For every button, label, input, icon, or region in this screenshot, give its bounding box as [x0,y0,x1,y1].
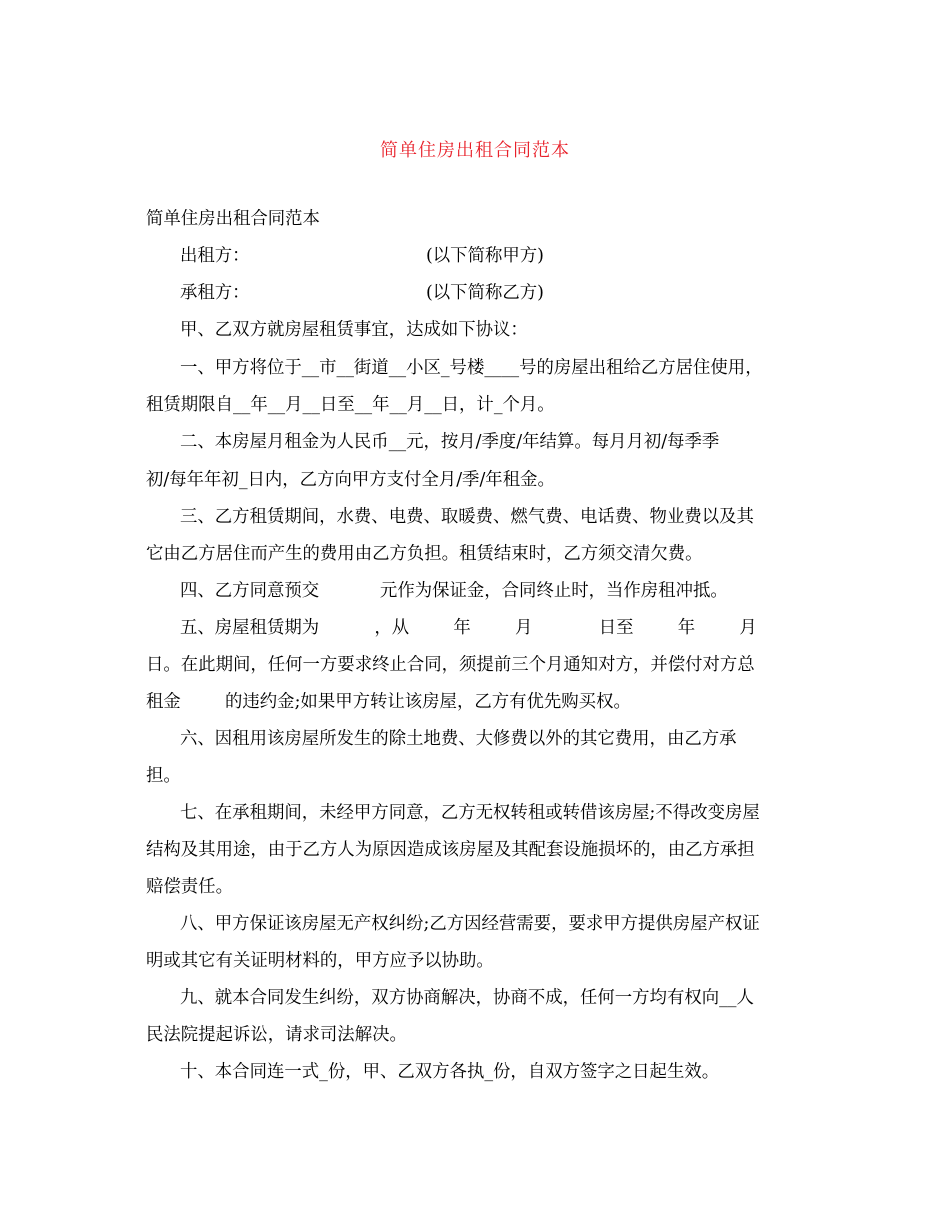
clause-line: 十、本合同连一式_份，甲、乙双方各执_份，自双方签字之日起生效。 [180,1062,720,1082]
clause-line: 民法院提起诉讼，请求司法解决。 [146,1025,407,1045]
clause-line: 它由乙方居住而产生的费用由乙方负担。租赁结束时，乙方须交清欠费。 [146,544,703,564]
clause-line: 明或其它有关证明材料的，甲方应予以协助。 [146,951,494,971]
lessee-label: 承租方： [180,283,250,303]
clause-line: 结构及其用途，由于乙方人为原因造成该房屋及其配套设施损坏的，由乙方承担 [146,840,755,860]
clause-line: 一、甲方将位于__市__街道__小区_号楼____号的房屋出租给乙方居住使用， [180,358,763,378]
lessee-note: (以下简称乙方) [426,283,544,303]
clause-line: 二、本房屋月租金为人民币__元，按月/季度/年结算。每月月初/每季季 [180,432,720,452]
clause-line: 八、甲方保证该房屋无产权纠纷;乙方因经营需要，要求甲方提供房屋产权证 [180,914,760,934]
document-title: 简单住房出租合同范本 [380,140,570,161]
clause-line: 租赁期限自__年__月__日至__年__月__日，计_个月。 [146,395,555,415]
clause-line: 五、房屋租赁期为 ，从 年 月 日至 年 月 [180,618,757,638]
clause-line: 三、乙方租赁期间，水费、电费、取暖费、燃气费、电话费、物业费以及其 [180,507,754,527]
clause-line: 九、就本合同发生纠纷，双方协商解决，协商不成，任何一方均有权向__人 [180,988,754,1008]
lessor-note: (以下简称甲方) [426,246,544,266]
lessor-label: 出租方： [180,246,250,266]
document-subtitle: 简单住房出租合同范本 [146,209,320,229]
clause-line: 日。在此期间，任何一方要求终止合同，须提前三个月通知对方，并偿付对方总 [146,655,755,675]
intro-paragraph: 甲、乙双方就房屋租赁事宜，达成如下协议： [180,320,528,340]
clause-line: 担。 [146,766,181,786]
clause-line: 四、乙方同意预交 元作为保证金，合同终止时，当作房租冲抵。 [180,581,728,601]
clause-line: 赔偿责任。 [146,877,233,897]
clause-line: 初/每年年初_日内，乙方向甲方支付全月/季/年租金。 [146,470,555,490]
clause-line: 六、因租用该房屋所发生的除土地费、大修费以外的其它费用，由乙方承 [180,729,737,749]
clause-line: 租金 的违约金;如果甲方转让该房屋，乙方有优先购买权。 [146,692,631,712]
clause-line: 七、在承租期间，未经甲方同意，乙方无权转租或转借该房屋;不得改变房屋 [180,803,760,823]
